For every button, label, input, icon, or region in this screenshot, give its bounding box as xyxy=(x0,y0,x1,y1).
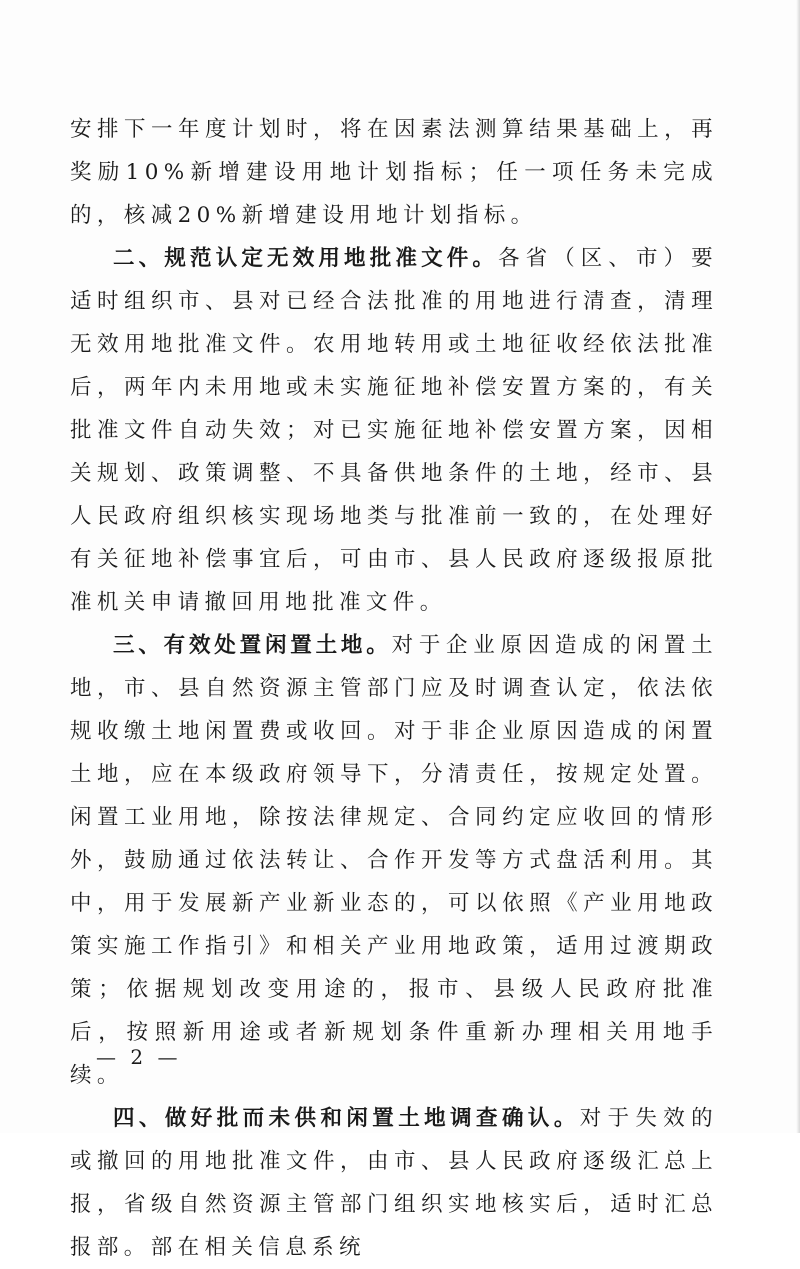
paragraph-1-text: 安排下一年度计划时，将在因素法测算结果基础上，再奖励10%新增建设用地计划指标；任一项任务未完成的，核减20%新增建设用地计划指标。 xyxy=(70,117,718,228)
section-heading-2: 二、规范认定无效用地批准文件。 xyxy=(113,246,499,271)
paragraph-3 xyxy=(70,624,718,1097)
paragraph-4-text: 对于失效的或撤回的用地批准文件，由市、县人民政府逐级汇总上报，省级自然资源主管部门组织实地核实后，适时汇总报部。部在相关信息系统 xyxy=(70,1106,718,1260)
section-heading-4: 四、做好批而未供和闲置土地调查确认。 xyxy=(113,1106,580,1131)
scan-edge-shadow xyxy=(796,0,800,1133)
paragraph-2-text: 各省（区、市）要适时组织市、县对已经合法批准的用地进行清查，清理无效用地批准文件。农用地转用或土地征收经依法批准后，两年内未用地或未实施征地补偿安置方案的，有关批准文件自动失效；对已实施征地补偿安置方案，因相关规划、政策调整、不具备供地条件的土地，经市、县人民政府组织核实现场地类与批准前一致的，在处理好有关征地补偿事宜后，可由市、县人民政府逐级报原批准机关申请撤回用地批准文件。 xyxy=(70,246,718,615)
paragraph-4 xyxy=(70,1097,718,1269)
body-text xyxy=(70,108,718,1269)
paragraph-3-text: 对于企业原因造成的闲置土地，市、县自然资源主管部门应及时调查认定，依法依规收缴土地闲置费或收回。对于非企业原因造成的闲置土地，应在本级政府领导下，分清责任，按规定处置。闲置工业用地，除按法律规定、合同约定应收回的情形外，鼓励通过依法转让、合作开发等方式盘活利用。其中，用于发展新产业新业态的，可以依照《产业用地政策实施工作指引》和相关产业用地政策，适用过渡期政策；依据规划改变用途的，报市、县级人民政府批准后，按照新用途或者新规划条件重新办理相关用地手续。 xyxy=(70,633,718,1088)
section-heading-3: 三、有效处置闲置土地。 xyxy=(113,633,392,658)
paragraph-1 xyxy=(70,108,718,237)
page-number: — 2 — xyxy=(96,1045,182,1069)
paragraph-2 xyxy=(70,237,718,624)
